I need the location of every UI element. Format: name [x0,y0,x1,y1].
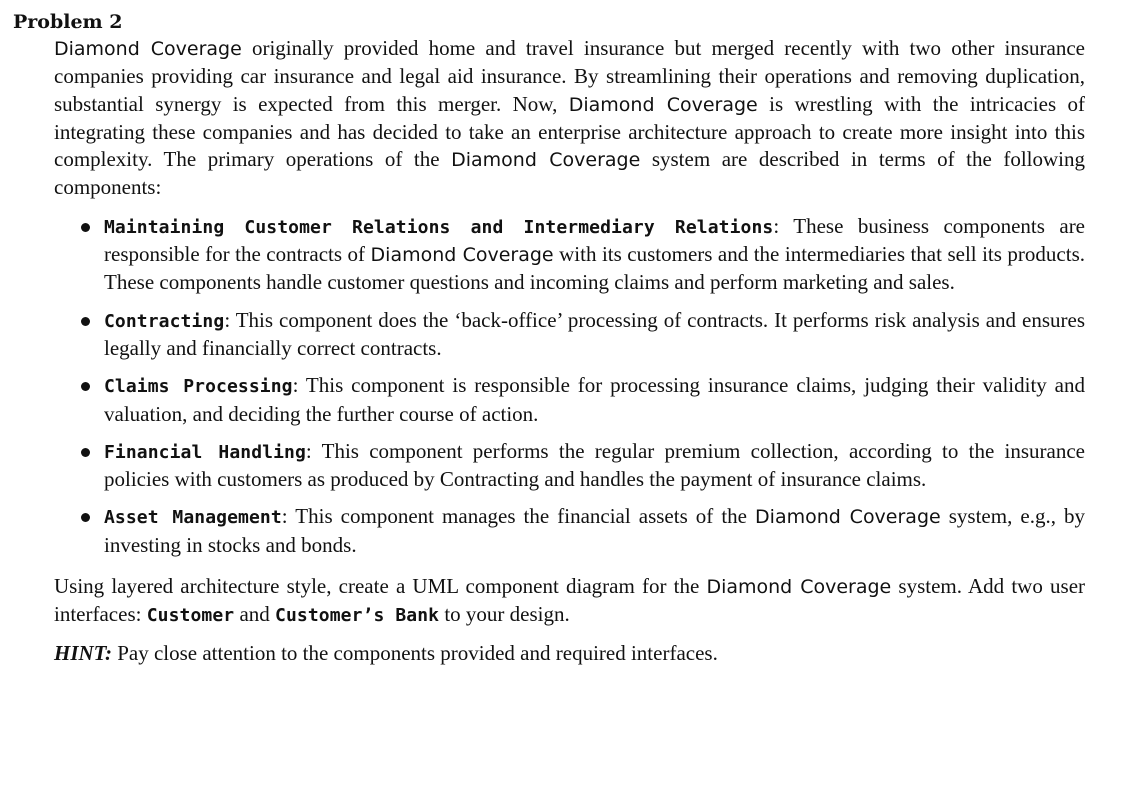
component-description: : This component performs the regular premium collection, according to the insurance policies with customers as produced by Contracting and handles the payment of insurance claims. [104,438,1085,492]
list-item [104,213,1085,297]
component-name: Financial Handling [104,441,306,463]
component-name: Asset Management [104,507,282,529]
task-paragraph [54,573,1085,630]
company-name: Diamond Coverage [451,149,641,172]
component-description: : This component manages the financial assets of the [281,504,756,529]
component-name: Maintaining Customer Relations and Intermediary Relations [104,216,774,238]
bullet-icon [81,513,90,522]
task-text-3: and [234,602,276,627]
company-name: Diamond Coverage [755,506,941,529]
ui-name-customers-bank: Customer’s Bank [275,605,440,627]
component-description: : This component does the ‘back-office’ processing of contracts. It performs risk analysis and ensures legally and financially correct contracts. [104,307,1085,360]
bullet-icon [81,223,90,232]
component-description: : These business components are responsible for the contracts of [104,213,1086,267]
hint-text: Pay close attention to the components provided and required interfaces. [111,640,718,665]
bullet-icon [81,317,90,326]
list-item [104,307,1085,363]
intro-text-3: system are described in terms of the following components: [54,147,1085,200]
hint-paragraph [54,640,1085,667]
list-item [104,438,1085,494]
list-item [104,503,1085,559]
hint-label: HINT: [54,640,112,665]
bullet-icon [81,382,90,391]
bullet-icon [81,448,90,457]
component-description: with its customers and the intermediaries that sell its products. These components handle customer questions and incoming claims and perform marketing and sales. [104,242,1086,295]
intro-text-2: is wrestling with the intricacies of integrating these companies and has decided to take an enterprise architecture approach to create more insight into this complexity. The primary operations of the [54,91,1086,172]
component-description: system, e.g., by investing in stocks and bonds. [104,504,1085,557]
component-name: Claims Processing [104,376,293,398]
task-text-4: to your design. [439,602,570,627]
intro-paragraph [54,35,1085,202]
problem-title: Problem 2 [13,11,123,33]
company-name: Diamond Coverage [706,576,892,599]
component-list [54,213,1085,559]
intro-text-1: originally provided home and travel insurance but merged recently with two other insurance companies providing car insurance and legal aid insurance. By streamlining their operations and removing duplication, substantial synergy is expected from this merger. Now, [54,36,1085,116]
component-name: Contracting [104,310,225,332]
list-item [104,372,1085,428]
company-name: Diamond Coverage [54,38,242,60]
task-text-2: system. Add two user interfaces: [54,574,1086,627]
task-text-1: Using layered architecture style, create a UML component diagram for the [54,574,707,599]
company-name: Diamond Coverage [370,244,554,267]
problem-body [54,35,1085,667]
ui-name-customer: Customer [146,605,235,627]
component-description: : This component is responsible for processing insurance claims, judging their validity and valuation, and deciding the further course of action. [104,373,1085,426]
company-name: Diamond Coverage [568,93,758,116]
